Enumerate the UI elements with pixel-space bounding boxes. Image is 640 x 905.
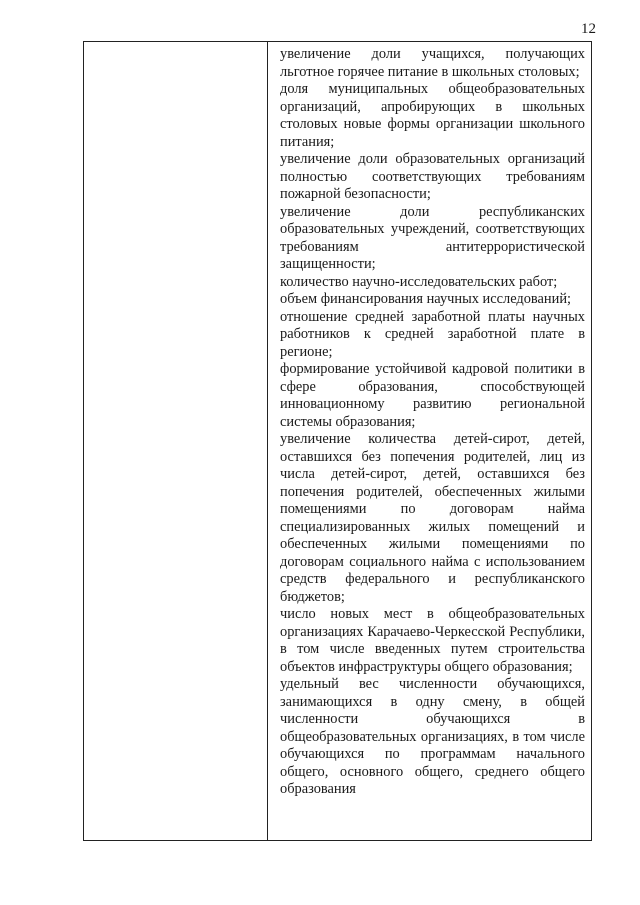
list-item: увеличение доли республиканских образовательных учреждений, соответствующих требованиям антитеррористической защищенности; [280,203,585,272]
table-right-cell [268,42,591,840]
table-left-cell [84,42,268,840]
page-number: 12 [581,21,596,37]
list-item: количество научно-исследовательских работ; [280,273,558,290]
document-table [83,41,592,841]
list-item: удельный вес численности обучающихся, занимающихся в одну смену, в общей численности обучающихся в общеобразовательных организациях, в том числе обучающихся по программам начального общего, основного общего, среднего общего образования [280,676,585,797]
list-item: доля муниципальных общеобразовательных организаций, апробирующих в школьных столовых новые формы организации школьного питания; [280,81,585,150]
list-item: объем финансирования научных исследований; [280,291,572,307]
list-item: увеличение доли образовательных организаций полностью соответствующих требованиям пожарной безопасности; [280,151,585,202]
list-item: увеличение количества детей-сирот, детей, оставшихся без попечения родителей, лиц из числа детей-сирот, детей, оставшихся без попечения родителей, обеспеченных жилыми помещениями по договорам найма специализированных жилых помещений и обеспеченных жилыми помещениями по договорам социального найма с использованием средств федерального и республиканского бюджетов; [280,431,585,605]
list-item: увеличение доли учащихся, получающих льготное горячее питание в школьных столовых; [280,46,585,80]
list-item: формирование устойчивой кадровой политики в сфере образования, способствующей инновационному развитию региональной системы образования; [280,361,585,430]
list-item: число новых мест в общеобразовательных организациях Карачаево-Черкесской Республики, в том числе введенных путем строительства объектов инфраструктуры общего образования; [280,606,585,675]
list-item: отношение средней заработной платы научных работников к средней заработной плате в регионе; [280,308,585,360]
